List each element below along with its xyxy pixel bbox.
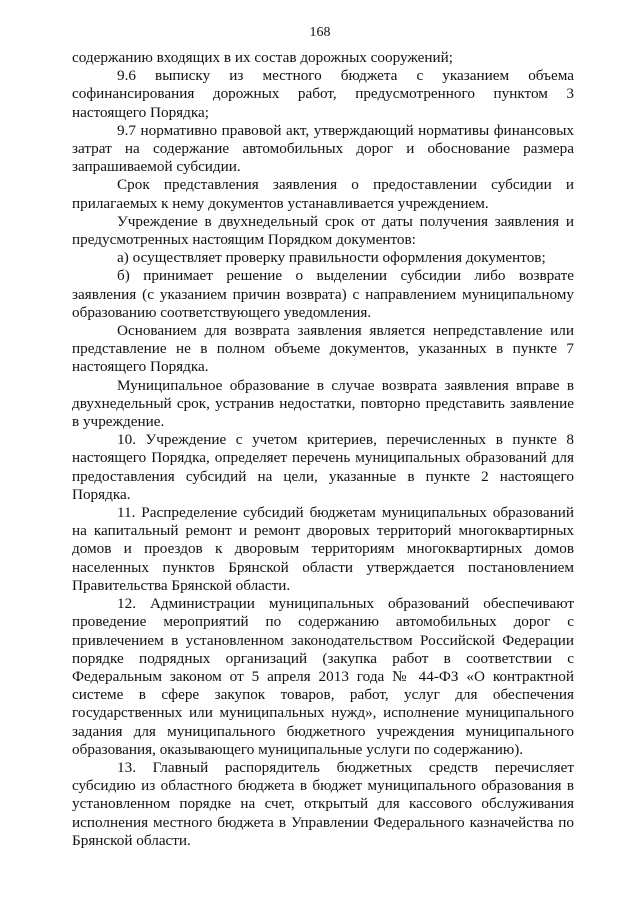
paragraph-submission-deadline: Срок представления заявления о предоставлении субсидии и прилагаемых к нему документов устанавливается учреждением. xyxy=(72,176,574,212)
paragraph-item-10: 10. Учреждение с учетом критериев, перечисленных в пункте 8 настоящего Порядка, определяет перечень муниципальных образований для предоставления субсидий на цели, указанные в пункте 2 настоящего Порядка. xyxy=(72,431,574,503)
paragraph-continuation: содержанию входящих в их состав дорожных сооружений; xyxy=(72,49,454,66)
page-number: 168 xyxy=(309,25,331,40)
paragraph-institution-review: Учреждение в двухнедельный срок от даты получения заявления и предусмотренных настоящим Порядком документов: xyxy=(72,212,574,249)
paragraph-item-9-7: 9.7 нормативно правовой акт, утверждающий нормативы финансовых затрат на содержание автомобильных дорог и обоснование размера запрашиваемой субсидии. xyxy=(72,121,574,176)
paragraph-item-12: 12. Администрации муниципальных образований обеспечивают проведение мероприятий по содержанию автомобильных дорог с привлечением в установленном законодательством Российской Федерации порядке подрядных организаций (закупка работ в соответствии с Федеральным законом от 5 апреля 2013 года № 44-ФЗ «О контрактной системе в сфере закупок товаров, работ, услуг для обеспечения государственных или муниципальных нужд», исполнение муниципального задания для муниципального бюджетного учреждения муниципального образования, оказывающего муниципальные услуги по содержанию). xyxy=(72,595,574,758)
paragraph-item-a: а) осуществляет проверку правильности оформления документов; xyxy=(117,249,546,267)
paragraph-item-13: 13. Главный распорядитель бюджетных средств перечисляет субсидию из областного бюджета в бюджет муниципального образования в установленном порядке на счет, открытый для кассового обслуживания исполнения местного бюджета в Управлении Федерального казначейства по Брянской области. xyxy=(72,758,574,849)
document-body xyxy=(72,49,574,850)
paragraph-item-11: 11. Распределение субсидий бюджетам муниципальных образований на капитальный ремонт и ремонт дворовых территорий многоквартирных домов и проездов к дворовым территориям многоквартирных домов населенных пунктов Брянской области утверждается постановлением Правительства Брянской области. xyxy=(72,504,574,594)
paragraph-item-9-6: 9.6 выписку из местного бюджета с указанием объема софинансирования дорожных работ, предусмотренного пунктом 3 настоящего Порядка; xyxy=(72,67,574,121)
paragraph-return-grounds: Основанием для возврата заявления является непредставление или представление не в полном объеме документов, указанных в пункте 7 настоящего Порядка. xyxy=(72,322,574,376)
paragraph-item-b: б) принимает решение о выделении субсидии либо возврате заявления (с указанием причин возврата) с направлением муниципальному образованию соответствующего уведомления. xyxy=(72,267,574,321)
paragraph-resubmission: Муниципальное образование в случае возврата заявления вправе в двухнедельный срок, устранив недостатки, повторно представить заявление в учреждение. xyxy=(72,376,574,431)
